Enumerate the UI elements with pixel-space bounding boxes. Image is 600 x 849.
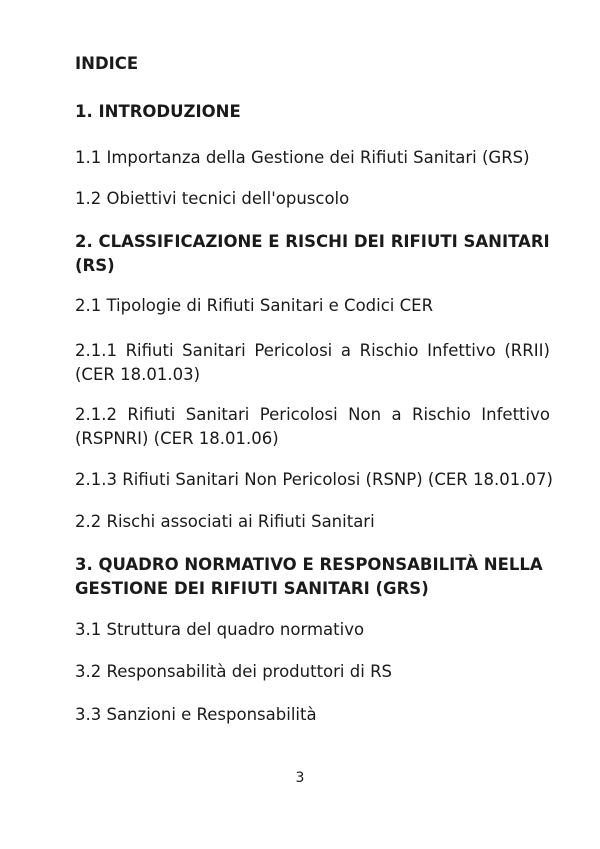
word: Sanitari [185,405,250,424]
toc-entry-2-2: 2.2 Rischi associati ai Rifiuti Sanitari [75,512,375,531]
word: Infettivo [481,405,550,424]
section-2-heading-line-1: 2. CLASSIFICAZIONE E RISCHI DEI RIFIUTI SANITARI [75,232,550,251]
word: Rischio [359,341,419,360]
word: Infettivo [427,341,496,360]
toc-entry-2-1: 2.1 Tipologie di Rifiuti Sanitari e Codici CER [75,296,434,315]
word: Rifiuti [125,341,174,360]
section-3-heading-line-1: 3. QUADRO NORMATIVO E RESPONSABILITÀ NELLA [75,555,543,574]
toc-entry-1-2: 1.2 Obiettivi tecnici dell'opuscolo [75,189,350,208]
toc-entry-2-1-1-line-1 [75,339,550,363]
word: Rifiuti [127,405,176,424]
toc-entry-2-1-2-line-1 [75,403,550,427]
section-2-heading-line-2: (RS) [75,256,115,275]
word: a [391,405,402,424]
toc-entry-2-1-1-line-2: (CER 18.01.03) [75,365,201,384]
word: (RRII) [504,341,550,360]
section-3-heading-line-2: GESTIONE DEI RIFIUTI SANITARI (GRS) [75,579,429,598]
word: Pericolosi [259,405,338,424]
toc-entry-3-2: 3.2 Responsabilità dei produttori di RS [75,662,393,681]
toc-title: INDICE [75,54,139,73]
word: Rischio [412,405,471,424]
toc-entry-3-1: 3.1 Struttura del quadro normativo [75,620,365,639]
word: 2.1.1 [75,341,117,360]
toc-entry-2-1-2-line-2: (RSPNRI) (CER 18.01.06) [75,429,279,448]
word: a [340,341,351,360]
word: Non [348,405,382,424]
toc-entry-1-1: 1.1 Importanza della Gestione dei Rifiuti Sanitari (GRS) [75,148,530,167]
page-number: 3 [295,770,305,786]
toc-entry-3-3: 3.3 Sanzioni e Responsabilità [75,705,317,724]
section-1-heading: 1. INTRODUZIONE [75,102,241,121]
word: Pericolosi [254,341,333,360]
word: 2.1.2 [75,405,117,424]
word: Sanitari [182,341,246,360]
toc-entry-2-1-3: 2.1.3 Rifiuti Sanitari Non Pericolosi (RSNP) (CER 18.01.07) [75,470,553,489]
